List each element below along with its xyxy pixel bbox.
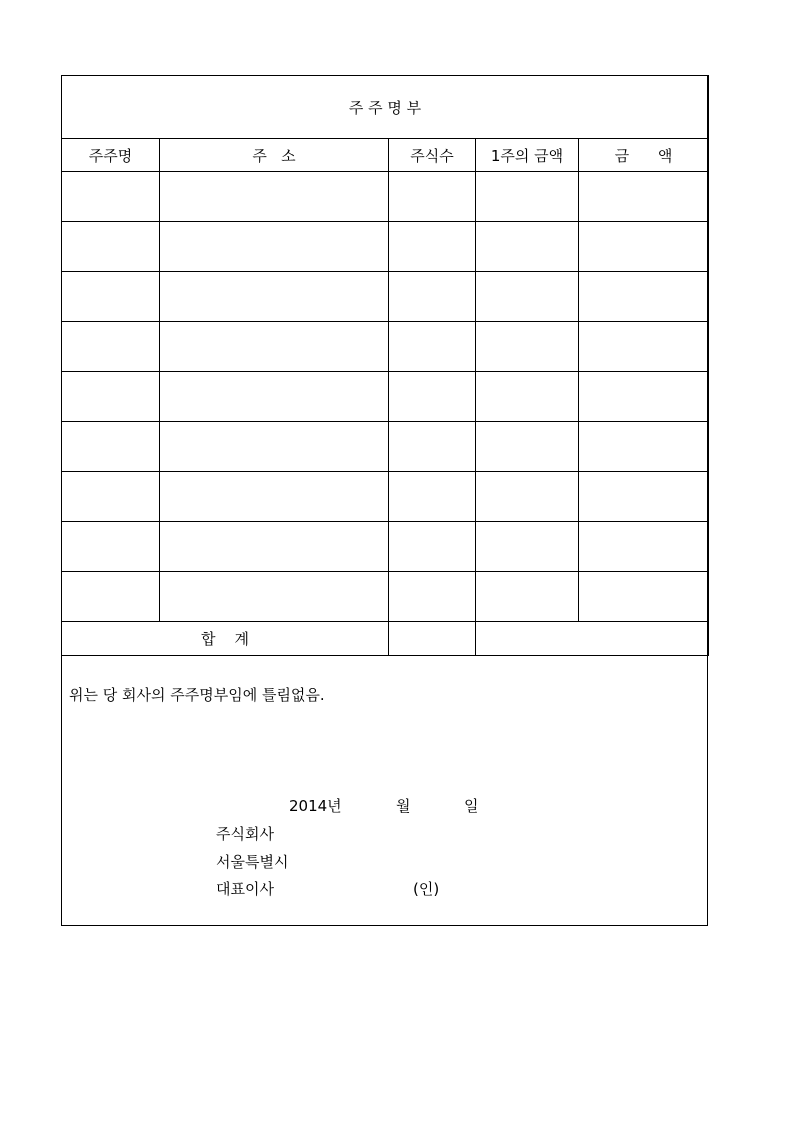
total-shares — [389, 622, 476, 656]
cell-per-share — [476, 222, 579, 272]
cell-per-share — [476, 322, 579, 372]
shareholder-register-sheet — [61, 75, 708, 926]
cell-per-share — [476, 172, 579, 222]
table-row — [62, 372, 709, 422]
table-row — [62, 272, 709, 322]
cell-name — [62, 272, 160, 322]
total-amount — [476, 622, 709, 656]
table-row — [62, 322, 709, 372]
cell-address — [160, 172, 389, 222]
header-row — [62, 139, 709, 172]
cell-shares — [389, 422, 476, 472]
table-row — [62, 572, 709, 622]
cell-amount — [579, 322, 709, 372]
cell-name — [62, 522, 160, 572]
representative-label: 대표이사 — [216, 880, 274, 898]
cell-amount — [579, 222, 709, 272]
header-address: 주 소 — [160, 139, 389, 172]
address-label: 서울특별시 — [216, 853, 289, 871]
cell-shares — [389, 372, 476, 422]
cell-name — [62, 372, 160, 422]
cell-name — [62, 472, 160, 522]
cell-address — [160, 522, 389, 572]
header-amount: 금 액 — [579, 139, 709, 172]
table-row — [62, 422, 709, 472]
certification-statement: 위는 당 회사의 주주명부임에 틀림없음. — [69, 686, 325, 704]
cell-shares — [389, 322, 476, 372]
cell-shares — [389, 472, 476, 522]
cell-amount — [579, 172, 709, 222]
table-row — [62, 522, 709, 572]
cell-shares — [389, 172, 476, 222]
cell-amount — [579, 272, 709, 322]
header-shares: 주식수 — [389, 139, 476, 172]
cell-per-share — [476, 422, 579, 472]
cell-per-share — [476, 522, 579, 572]
cell-address — [160, 322, 389, 372]
cell-address — [160, 472, 389, 522]
cell-per-share — [476, 272, 579, 322]
cell-shares — [389, 572, 476, 622]
cell-name — [62, 222, 160, 272]
cell-shares — [389, 522, 476, 572]
cell-address — [160, 222, 389, 272]
cell-shares — [389, 272, 476, 322]
header-per-share-amount: 1주의 금액 — [476, 139, 579, 172]
seal-label: (인) — [413, 880, 440, 898]
date-month: 월 — [396, 797, 411, 815]
cell-amount — [579, 522, 709, 572]
cell-amount — [579, 572, 709, 622]
cell-address — [160, 372, 389, 422]
cell-address — [160, 572, 389, 622]
cell-name — [62, 572, 160, 622]
page-title: 주 주 명 부 — [62, 76, 709, 139]
total-row — [62, 622, 709, 656]
cell-amount — [579, 422, 709, 472]
header-name: 주주명 — [62, 139, 160, 172]
date-year: 2014년 — [289, 797, 342, 815]
cell-amount — [579, 472, 709, 522]
table-row — [62, 222, 709, 272]
cell-amount — [579, 372, 709, 422]
total-label: 합 계 — [62, 622, 389, 656]
shareholder-register-table — [61, 75, 709, 656]
company-label: 주식회사 — [216, 825, 274, 843]
date-day: 일 — [464, 797, 479, 815]
cell-per-share — [476, 572, 579, 622]
table-row — [62, 472, 709, 522]
cell-name — [62, 422, 160, 472]
cell-name — [62, 322, 160, 372]
cell-shares — [389, 222, 476, 272]
cell-address — [160, 272, 389, 322]
cell-per-share — [476, 472, 579, 522]
cell-address — [160, 422, 389, 472]
cell-per-share — [476, 372, 579, 422]
table-row — [62, 172, 709, 222]
cell-name — [62, 172, 160, 222]
